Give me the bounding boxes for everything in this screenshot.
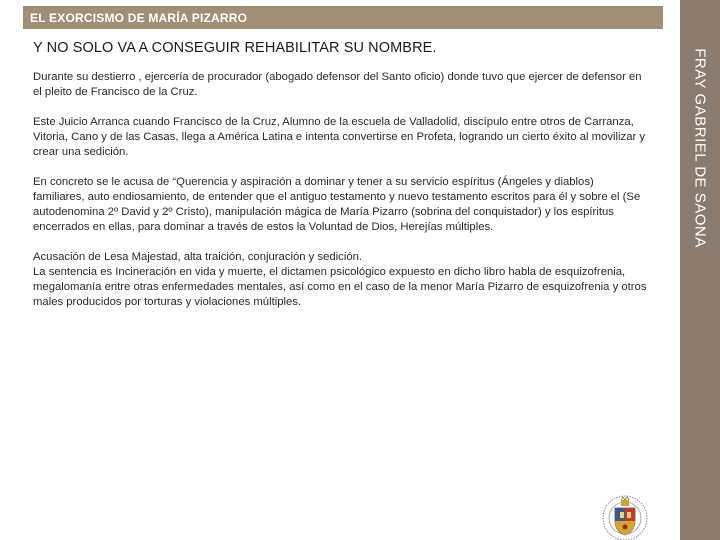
paragraph-juicio: Este Juicio Arranca cuando Francisco de la Cruz, Alumno de la escuela de Valladolid, discípulo entre otros de Carranza, Vitoria, Cano y de las Casas, llega a América Latina e intenta convertirse en Profeta, logrando un cierto éxito al movilizar y crear una sedición. xyxy=(33,116,646,158)
page-title: EL EXORCISMO DE MARÍA PIZARRO xyxy=(30,11,248,25)
university-seal-icon xyxy=(596,488,654,540)
slide-heading: Y NO SOLO VA A CONSEGUIR REHABILITAR SU NOMBRE. xyxy=(33,40,437,56)
author-title: FRAY GABRIEL DE SAONA xyxy=(691,48,709,248)
slide-content xyxy=(33,40,648,325)
paragraph-acusacion: En concreto se le acusa de “Querencia y aspiración a dominar y tener a su servicio espíritus (Ángeles y diablos) familiares, auto endiosamiento, de entender que el antiguo testamento y nuevo testamento escritos para él y sobre el (Se autodenomina 2º David y 2º Cristo), manipulación mágica de María Pizarro (sobrina del conquistador) y los espíritus encerrados en ellas, para dominar a través de estos la Voluntad de Dios, Herejías múltiples. xyxy=(33,176,641,233)
sentence-line: La sentencia es Incineración en vida y muerte, el dictamen psicológico expuesto en dicho libro habla de esquizofrenia, megalomanía entre otras enfermedades mentales, así como en el caso de la menor María Pizarro de esquizofrenia y otros males producidos por torturas y violaciones múltiples. xyxy=(33,266,647,308)
accusation-line: Acusación de Lesa Majestad, alta traición, conjuración y sedición. xyxy=(33,251,363,263)
paragraph-sentencia xyxy=(33,250,648,310)
paragraph-destierro: Durante su destierro , ejercería de procurador (abogado defensor del Santo oficio) donde tuvo que ejercer de defensor en el pleito de Francisco de la Cruz. xyxy=(33,71,642,98)
